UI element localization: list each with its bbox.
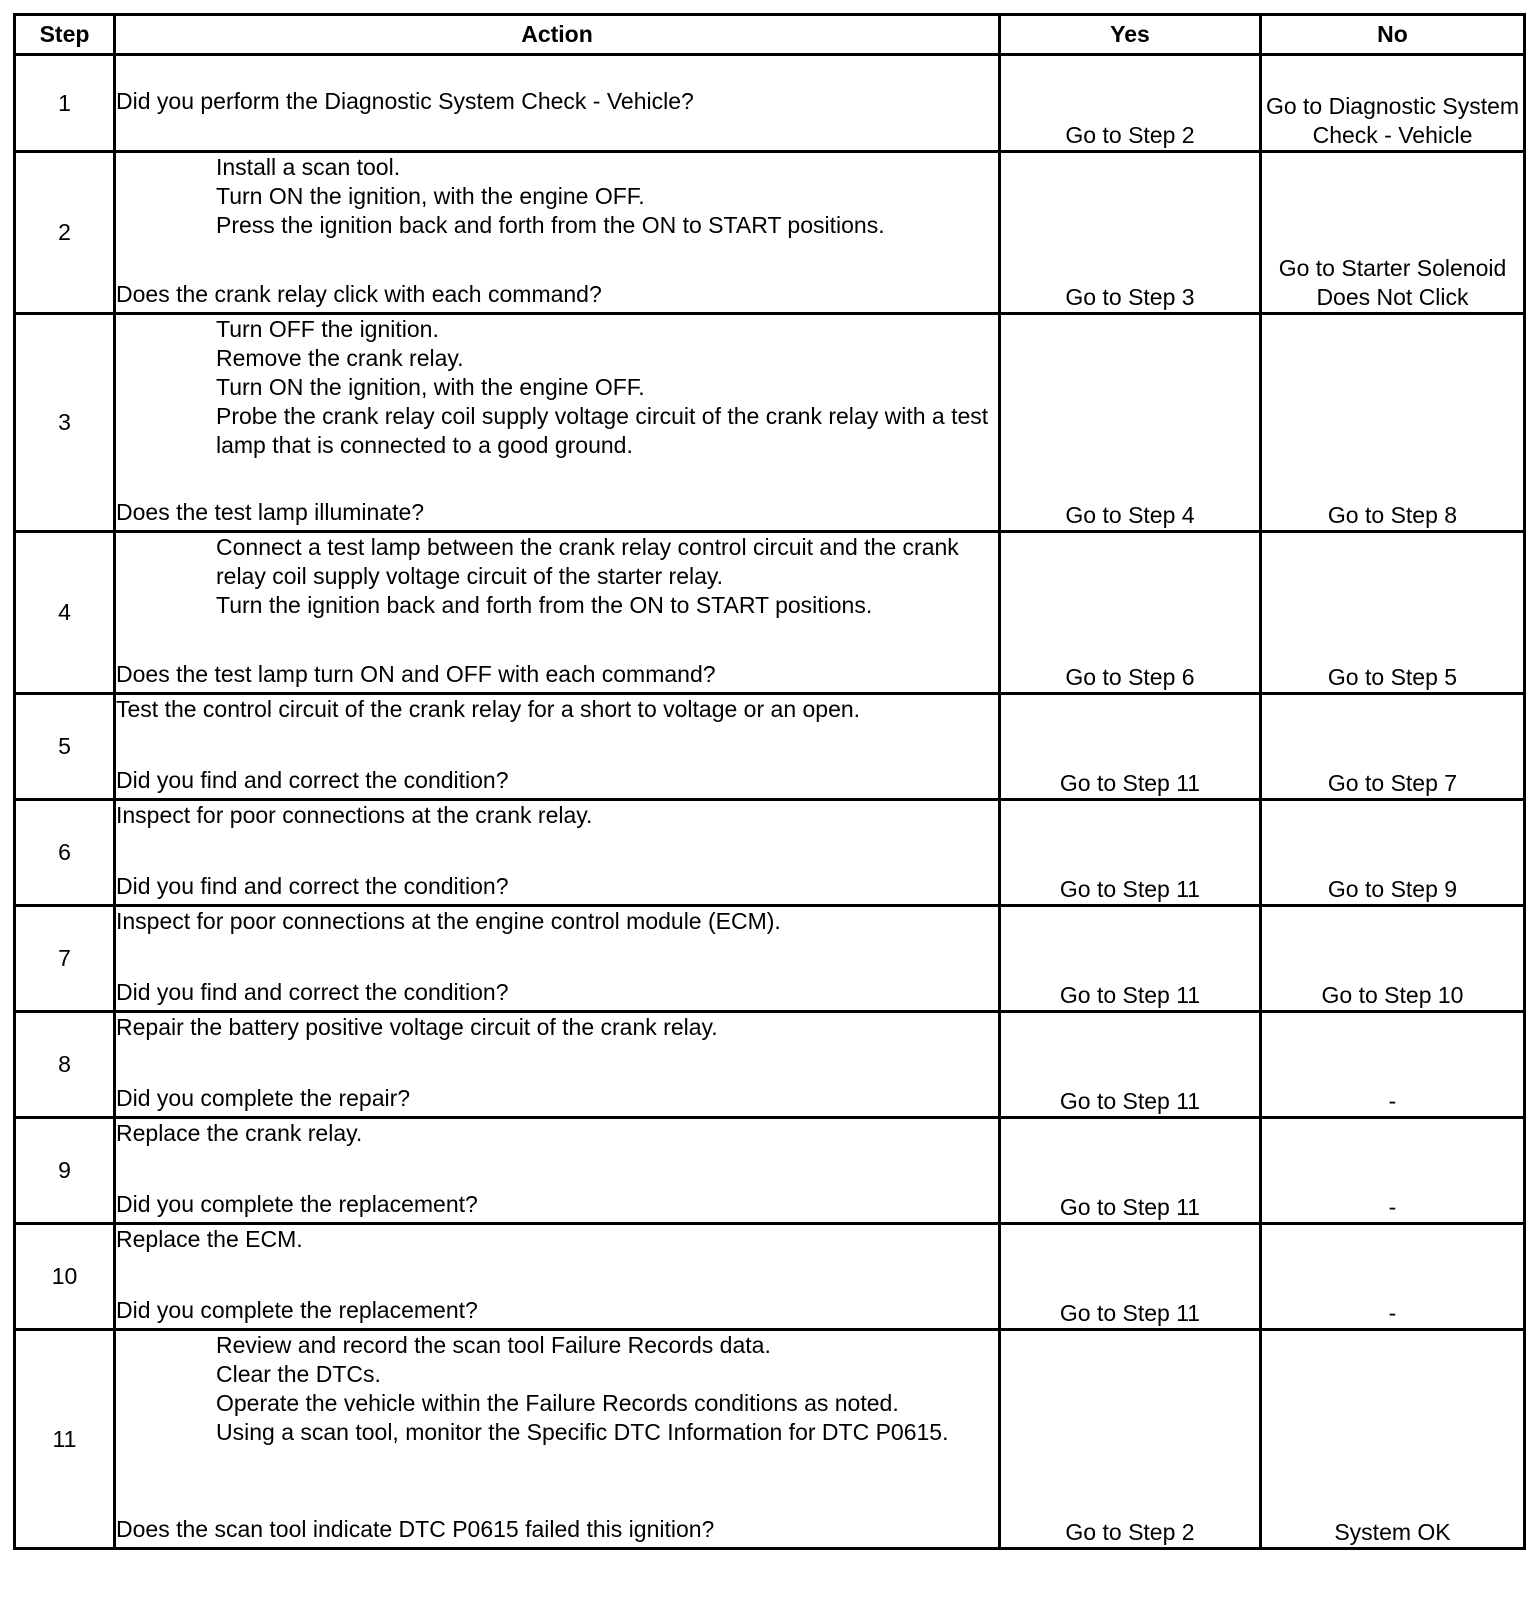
action-question: Did you find and correct the condition? xyxy=(116,767,509,793)
action-cell xyxy=(115,1224,1000,1330)
no-result: System OK xyxy=(1261,1330,1525,1549)
action-cell xyxy=(115,532,1000,694)
action-cell xyxy=(115,1012,1000,1118)
yes-result: Go to Step 6 xyxy=(1000,532,1261,694)
action-text: Replace the ECM. xyxy=(116,1226,303,1252)
table-row xyxy=(15,314,1525,532)
action-text: Replace the crank relay. xyxy=(116,1120,363,1146)
action-text: Did you perform the Diagnostic System Check - Vehicle? xyxy=(116,88,694,114)
table-row xyxy=(15,800,1525,906)
header-action: Action xyxy=(115,15,1000,55)
table-row xyxy=(15,906,1525,1012)
action-instructions: Turn OFF the ignition. Remove the crank relay. Turn ON the ignition, with the engine OFF. Probe the crank relay coil supply voltage circuit of the crank relay with a test lamp that is connected to a good ground. xyxy=(216,316,989,458)
action-text: Repair the battery positive voltage circuit of the crank relay. xyxy=(116,1014,718,1040)
action-cell xyxy=(115,800,1000,906)
action-question: Did you complete the repair? xyxy=(116,1085,411,1111)
action-text: Inspect for poor connections at the engine control module (ECM). xyxy=(116,908,781,934)
action-cell xyxy=(115,1118,1000,1224)
table-row xyxy=(15,152,1525,314)
yes-result: Go to Step 11 xyxy=(1000,800,1261,906)
action-question: Does the test lamp illuminate? xyxy=(116,499,425,525)
yes-result: Go to Step 11 xyxy=(1000,1012,1261,1118)
table-row xyxy=(15,532,1525,694)
no-result: - xyxy=(1261,1118,1525,1224)
action-cell xyxy=(115,694,1000,800)
action-question: Does the scan tool indicate DTC P0615 failed this ignition? xyxy=(116,1516,715,1542)
no-result: - xyxy=(1261,1224,1525,1330)
step-number: 9 xyxy=(15,1118,115,1224)
step-number: 1 xyxy=(15,55,115,152)
table-row xyxy=(15,694,1525,800)
table-row xyxy=(15,1118,1525,1224)
action-question: Did you find and correct the condition? xyxy=(116,979,509,1005)
action-instructions: Review and record the scan tool Failure Records data. Clear the DTCs. Operate the vehicle within the Failure Records conditions as noted. Using a scan tool, monitor the Specific DTC Information for DTC P0615. xyxy=(216,1332,949,1445)
action-question: Did you find and correct the condition? xyxy=(116,873,509,899)
action-question: Did you complete the replacement? xyxy=(116,1191,478,1217)
header-step: Step xyxy=(15,15,115,55)
no-result: Go to Step 9 xyxy=(1261,800,1525,906)
header-no: No xyxy=(1261,15,1525,55)
action-instructions: Install a scan tool. Turn ON the ignition, with the engine OFF. Press the ignition back and forth from the ON to START positions. xyxy=(216,154,885,238)
header-yes: Yes xyxy=(1000,15,1261,55)
table-row xyxy=(15,1012,1525,1118)
step-number: 6 xyxy=(15,800,115,906)
diagnostic-table xyxy=(13,13,1526,1550)
yes-result: Go to Step 2 xyxy=(1000,55,1261,152)
step-number: 3 xyxy=(15,314,115,532)
no-result: Go to Step 10 xyxy=(1261,906,1525,1012)
table-row xyxy=(15,1224,1525,1330)
action-cell xyxy=(115,1330,1000,1549)
no-result: Go to Step 5 xyxy=(1261,532,1525,694)
action-cell xyxy=(115,906,1000,1012)
step-number: 11 xyxy=(15,1330,115,1549)
table-row xyxy=(15,1330,1525,1549)
step-number: 2 xyxy=(15,152,115,314)
action-question: Does the test lamp turn ON and OFF with each command? xyxy=(116,661,716,687)
no-result: - xyxy=(1261,1012,1525,1118)
yes-result: Go to Step 4 xyxy=(1000,314,1261,532)
yes-result: Go to Step 2 xyxy=(1000,1330,1261,1549)
action-question: Did you complete the replacement? xyxy=(116,1297,478,1323)
yes-result: Go to Step 11 xyxy=(1000,694,1261,800)
action-cell xyxy=(115,314,1000,532)
step-number: 8 xyxy=(15,1012,115,1118)
yes-result: Go to Step 11 xyxy=(1000,1224,1261,1330)
yes-result: Go to Step 11 xyxy=(1000,906,1261,1012)
no-result: Go to Starter Solenoid Does Not Click xyxy=(1261,152,1525,314)
step-number: 4 xyxy=(15,532,115,694)
yes-result: Go to Step 3 xyxy=(1000,152,1261,314)
step-number: 10 xyxy=(15,1224,115,1330)
action-question: Does the crank relay click with each command? xyxy=(116,281,602,307)
header-row xyxy=(15,15,1525,55)
action-instructions: Connect a test lamp between the crank relay control circuit and the crank relay coil supply voltage circuit of the starter relay. Turn the ignition back and forth from the ON to START positions. xyxy=(216,534,959,618)
action-cell xyxy=(115,55,1000,152)
step-number: 7 xyxy=(15,906,115,1012)
action-text: Inspect for poor connections at the crank relay. xyxy=(116,802,593,828)
no-result: Go to Diagnostic System Check - Vehicle xyxy=(1261,55,1525,152)
no-result: Go to Step 7 xyxy=(1261,694,1525,800)
no-result: Go to Step 8 xyxy=(1261,314,1525,532)
step-number: 5 xyxy=(15,694,115,800)
yes-result: Go to Step 11 xyxy=(1000,1118,1261,1224)
action-cell xyxy=(115,152,1000,314)
table-row xyxy=(15,55,1525,152)
action-text: Test the control circuit of the crank relay for a short to voltage or an open. xyxy=(116,696,861,722)
